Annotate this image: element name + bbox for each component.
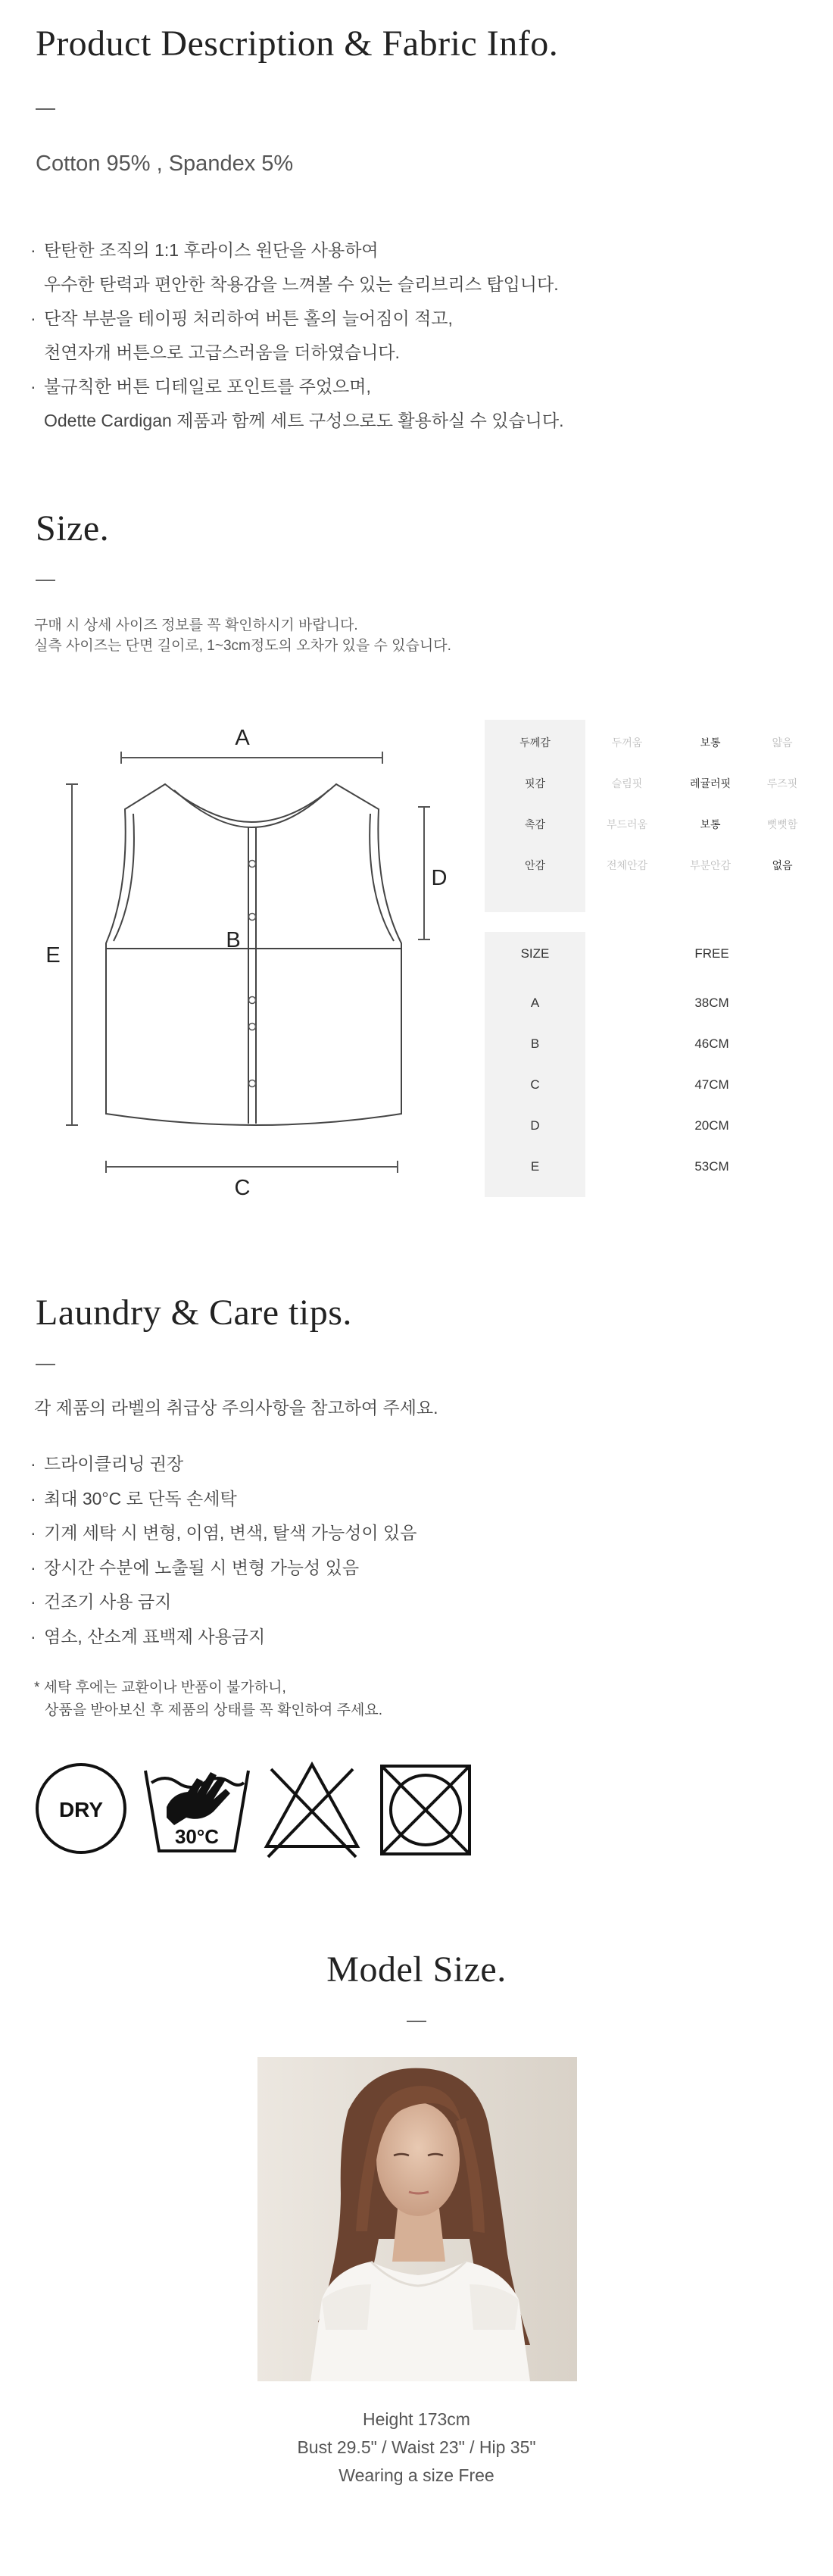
fit-row-label: 안감 [524, 859, 546, 871]
diagram-label-c: C [234, 1176, 251, 1197]
list-item: · 최대 30°C 로 단독 손세탁 [30, 1482, 416, 1517]
list-item: · 장시간 수분에 노출될 시 변형 가능성 있음 [30, 1551, 416, 1586]
dry-clean-icon [37, 1765, 125, 1852]
fit-option: 레귤러핏 [689, 777, 732, 789]
diagram-label-d: D [431, 866, 448, 890]
laundry-intro: 각 제품의 라벨의 취급상 주의사항을 참고하여 주세요. [34, 1398, 438, 1418]
fit-row [485, 761, 798, 802]
model-height: Height 173cm [363, 2409, 470, 2429]
model-divider [407, 2021, 426, 2022]
size-value: 38CM [694, 996, 729, 1010]
diagram-label-b: B [226, 928, 241, 952]
list-item: · 기계 세탁 시 변형, 이염, 변색, 탈색 가능성이 있음 [30, 1516, 416, 1551]
fit-row-label: 핏감 [524, 777, 546, 789]
laundry-title: Laundry & Care tips. [36, 1293, 352, 1333]
size-diagram [30, 712, 454, 1197]
size-value: 20CM [694, 1118, 729, 1133]
size-table-row [485, 1065, 788, 1106]
laundry-tips-list [30, 1447, 416, 1654]
laundry-note: * 세탁 후에는 교환이나 반품이 불가하니, 상품을 받아보신 후 제품의 상태를 꼭 확인하여 주세요. [34, 1680, 383, 1718]
fit-option: 슬림핏 [611, 777, 643, 789]
size-value: 53CM [694, 1159, 729, 1174]
size-value: 46CM [694, 1036, 729, 1051]
model-wearing: Wearing a size Free [339, 2465, 494, 2485]
fit-row [485, 721, 793, 761]
size-note: 구매 시 상세 사이즈 정보를 꼭 확인하시기 바랍니다. 실측 사이즈는 단면 길이로, 1~3cm정도의 오차가 있을 수 있습니다. [34, 617, 451, 654]
list-item: · 탄탄한 조직의 1:1 후라이스 원단을 사용하여 우수한 탄력과 편안한 착용감을 느껴볼 수 있는 슬리브리스 탑입니다. [30, 233, 563, 302]
model-photo [257, 2057, 577, 2381]
fit-row-label: 두께감 [519, 736, 551, 749]
description-title: Product Description & Fabric Info. [36, 23, 559, 64]
fit-option: 얇음 [772, 736, 793, 749]
size-divider [36, 580, 55, 581]
model-measurements: Bust 29.5" / Waist 23" / Hip 35" [297, 2437, 536, 2457]
size-table-row [485, 1024, 788, 1065]
fit-option: 없음 [772, 859, 793, 871]
fit-row [485, 802, 798, 843]
size-key: B [530, 1036, 540, 1051]
size-table-header: SIZE FREE [520, 946, 729, 961]
size-key: D [530, 1118, 540, 1133]
fit-option: 보통 [700, 736, 721, 749]
fit-option: 전체안감 [606, 859, 648, 871]
list-item: · 단작 부분을 테이핑 처리하여 버튼 홀의 늘어짐이 적고, 천연자개 버튼으로 고급스러움을 더하였습니다. [30, 302, 563, 370]
fit-row-label: 촉감 [524, 818, 546, 830]
size-table-row [485, 1106, 788, 1147]
laundry-divider [36, 1364, 55, 1365]
description-divider [36, 108, 55, 110]
list-item: · 염소, 산소계 표백제 사용금지 [30, 1620, 416, 1655]
fit-option: 부드러움 [606, 818, 648, 830]
size-value: 47CM [694, 1077, 729, 1092]
fit-option: 뻣뻣함 [766, 818, 798, 830]
no-tumble-dry-icon [382, 1766, 470, 1854]
fit-option: 부분안감 [689, 859, 732, 871]
description-list [30, 233, 563, 438]
svg-text:30°C: 30°C [174, 1825, 220, 1848]
size-table-row [485, 983, 788, 1024]
no-bleach-icon [267, 1765, 357, 1857]
hand-wash-icon [145, 1771, 248, 1851]
list-item: · 드라이클리닝 권장 [30, 1447, 416, 1482]
care-icons [34, 1762, 473, 1860]
list-item: · 불규칙한 버튼 디테일로 포인트를 주었으며, Odette Cardigan 제품과 함께 세트 구성으로도 활용하실 수 있습니다. [30, 370, 563, 438]
size-key: C [530, 1077, 540, 1092]
diagram-label-e: E [45, 943, 61, 968]
fit-option: 보통 [700, 818, 721, 830]
list-item: · 건조기 사용 금지 [30, 1585, 416, 1620]
size-key: E [530, 1159, 540, 1174]
size-key: A [530, 996, 540, 1010]
svg-text:DRY: DRY [58, 1798, 104, 1821]
diagram-label-a: A [235, 726, 250, 750]
size-table-row [485, 1147, 788, 1188]
fabric-composition: Cotton 95% , Spandex 5% [36, 152, 294, 176]
fit-option: 루즈핏 [766, 777, 798, 789]
fit-option: 두꺼움 [611, 736, 643, 749]
model-title: Model Size. [326, 1949, 507, 1990]
size-title: Size. [36, 508, 110, 549]
fit-row [485, 843, 793, 884]
